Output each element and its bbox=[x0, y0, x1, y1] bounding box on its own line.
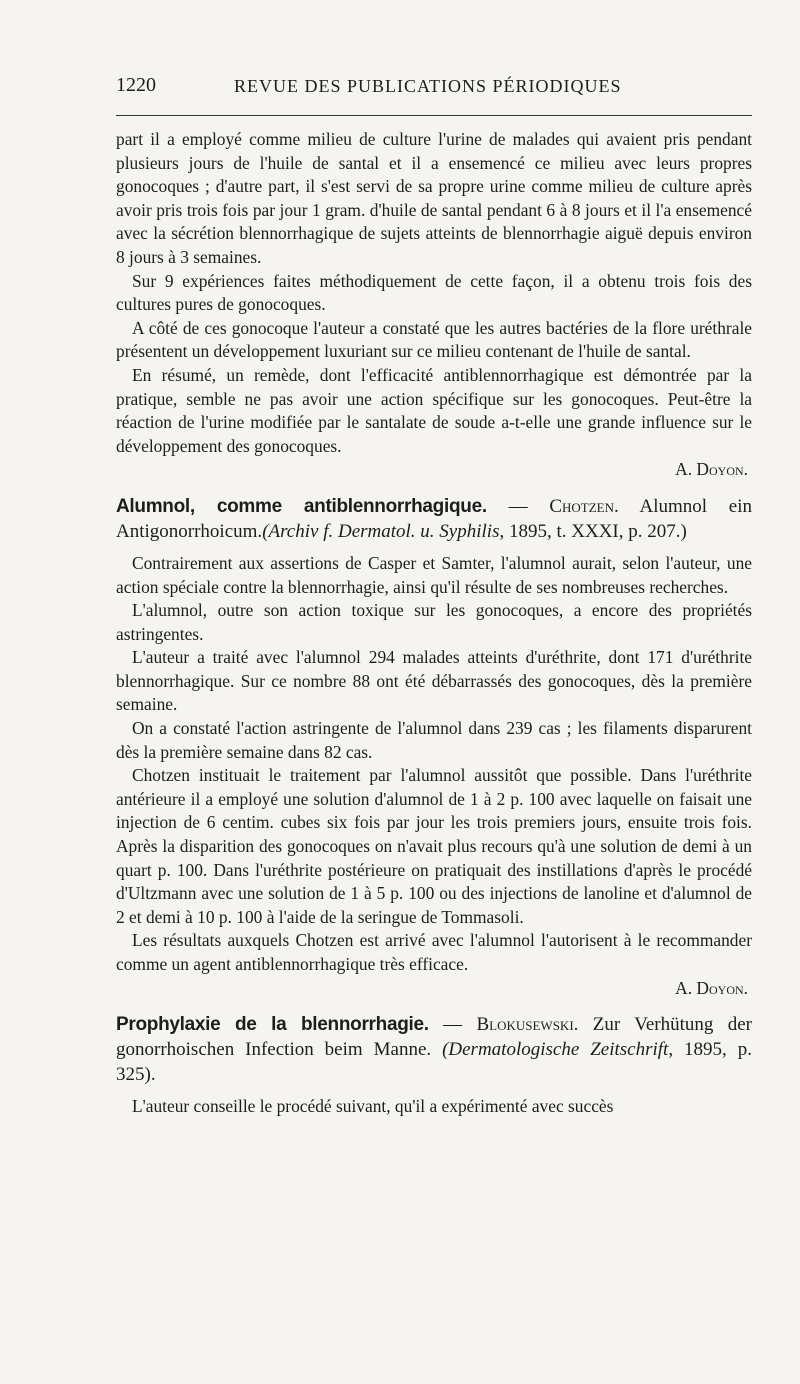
entry-dash: — bbox=[428, 1014, 477, 1036]
entry-reference: Zur Verhütung der gonorrhoischen Infection beim Manne. bbox=[116, 1014, 752, 1061]
page-number: 1220 bbox=[116, 74, 156, 96]
paragraph: L'auteur a traité avec l'alumnol 294 malades atteints d'uréthrite, dont 171 d'uréthrite blennorrhagique. Sur ce nombre 88 ont été débarrassés des gonocoques, dès la première semaine. bbox=[116, 647, 752, 715]
paragraph: L'alumnol, outre son action toxique sur les gonocoques, a encore des propriétés astringentes. bbox=[116, 600, 752, 644]
signature: A. Doyon. bbox=[675, 977, 748, 998]
paragraph: Les résultats auxquels Chotzen est arrivé avec l'alumnol l'autorisent à le recommander comme un agent antiblennorrhagique très efficace. bbox=[116, 930, 752, 974]
entry-reference: Alumnol ein Antigonorrhoicum. bbox=[116, 495, 752, 542]
page-header bbox=[116, 74, 752, 104]
signature: A. Doyon. bbox=[675, 459, 748, 480]
entry-reference-tail: 1895, t. XXXI, p. 207.) bbox=[504, 520, 687, 542]
paragraph: L'auteur conseille le procédé suivant, qu'il a expérimenté avec succès bbox=[132, 1096, 614, 1117]
entry-reference-tail: 1895, p. 325). bbox=[116, 1039, 752, 1086]
santal-review-continuation bbox=[116, 128, 752, 482]
paragraph: A côté de ces gonocoque l'auteur a constaté que les autres bactéries de la flore uréthrale présentent un développement luxuriant sur ce milieu contenant de l'huile de santal. bbox=[116, 317, 752, 362]
alumnol-review bbox=[116, 494, 752, 1000]
header-rule bbox=[116, 115, 752, 116]
entry-title: Prophylaxie de la blennorrhagie. bbox=[116, 1014, 429, 1036]
paragraph: Chotzen instituait le traitement par l'alumnol aussitôt que possible. Dans l'uréthrite antérieure il a employé une solution d'alumnol de 1 à 2 p. 100 avec laquelle on faisait une injection de 6 centim. cubes six fois par jour les trois premiers jours, ensuite trois fois. Après la disparition des gonocoques on n'avait plus recours qu'à une solution de demi à un quart p. 100. Dans l'uréthrite postérieure on pratiquait des instillations d'après le procédé d'Ultzmann avec une solution de 1 à 5 p. 100 ou des injections de lanoline et d'alumnol de 2 et demi à 10 p. 100 à l'aide de la seringue de Tommasoli. bbox=[116, 765, 752, 927]
paragraph: Sur 9 expériences faites méthodiquement de cette façon, il a obtenu trois fois des cultures pures de gonocoques. bbox=[116, 270, 752, 315]
entry-title: Alumnol, comme antiblennorrhagique. bbox=[116, 495, 487, 517]
entry-heading bbox=[116, 494, 752, 544]
paragraph: On a constaté l'action astringente de l'alumnol dans 239 cas ; les filaments disparurent dès la première semaine dans 82 cas. bbox=[116, 718, 752, 762]
page-body bbox=[116, 128, 752, 1119]
entry-journal: (Archiv f. Dermatol. u. Syphilis, bbox=[262, 520, 505, 542]
entry-author: Blokusewski. bbox=[476, 1014, 579, 1036]
entry-author: Chotzen. bbox=[549, 495, 619, 517]
running-title: REVUE DES PUBLICATIONS PÉRIODIQUES bbox=[234, 76, 622, 96]
paragraph: Contrairement aux assertions de Casper et Samter, l'alumnol aurait, selon l'auteur, une action spéciale contre la blennorrhagie, ainsi qu'il résulte de ses nombreuses recherches. bbox=[116, 552, 752, 597]
paragraph: part il a employé comme milieu de culture l'urine de malades qui avaient pris pendant plusieurs jours de l'huile de santal et il a ensemencé ce milieu avec leurs propres gonocoques ; d'autre part, il s'est servi de sa propre urine comme milieu de culture après avoir pris trois fois par jour 1 gram. d'huile de santal pendant 6 à 8 jours et il l'a ensemencé avec la sécrétion blennorrhagique de sujets atteints de blennorrhagie aiguë depuis environ 8 jours à 3 semaines. bbox=[116, 129, 752, 267]
prophylaxis-review bbox=[116, 1012, 752, 1119]
entry-heading bbox=[116, 1012, 752, 1087]
paragraph: En résumé, un remède, dont l'efficacité antiblennorrhagique est démontrée par la pratique, semble ne pas avoir une action spécifique sur les gonocoques. Peut-être la réaction de l'urine modifiée par le santalate de soude a-t-elle une grande influence sur le développement des gonocoques. bbox=[116, 364, 752, 456]
entry-journal: (Dermatologische Zeitschrift, bbox=[442, 1039, 674, 1061]
entry-dash: — bbox=[486, 495, 550, 517]
